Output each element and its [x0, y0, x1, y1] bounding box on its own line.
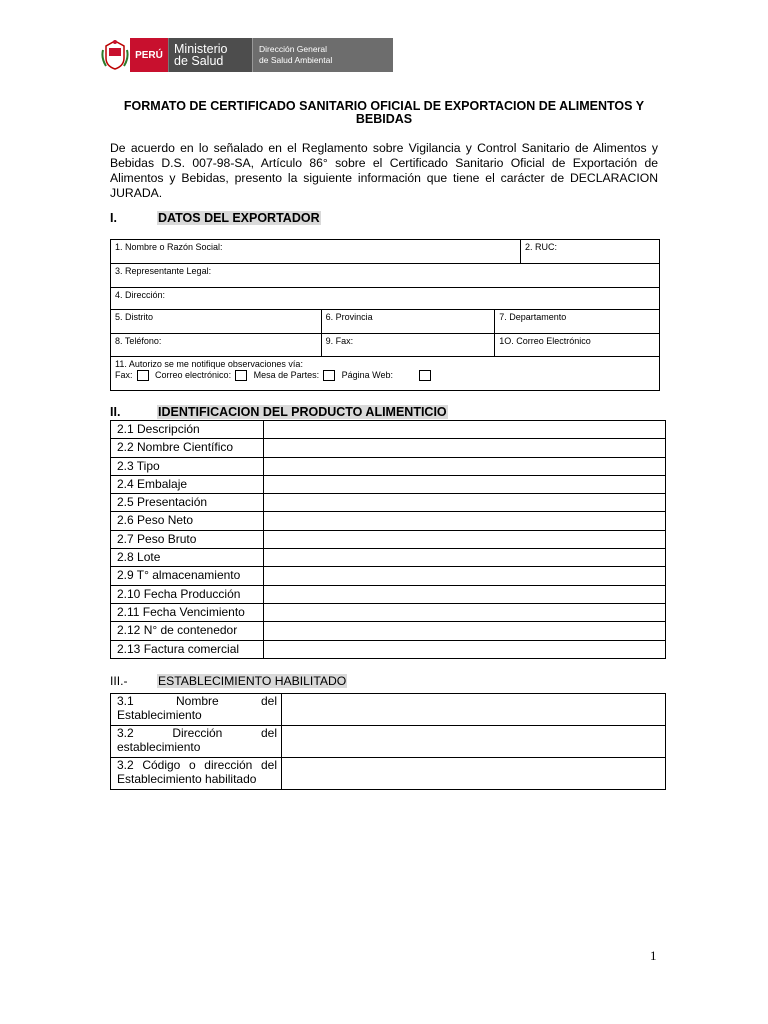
product-field-label: 2.13 Factura comercial: [111, 640, 264, 658]
establecimiento-nombre-label: 3.1 Nombre del Establecimiento: [111, 694, 282, 726]
fax-field[interactable]: 9. Fax:: [321, 334, 495, 357]
peru-label: PERÚ: [130, 38, 168, 72]
table-row: [111, 640, 666, 658]
table-row: [111, 567, 666, 585]
product-field-label: 2.7 Peso Bruto: [111, 530, 264, 548]
product-field-label: 2.11 Fecha Vencimiento: [111, 603, 264, 621]
product-field-value[interactable]: [264, 475, 666, 493]
section3-heading: III.- ESTABLECIMIENTO HABILITADO: [110, 674, 347, 688]
establecimiento-codigo-label: 3.2 Código o dirección del Establecimiento habilitado: [111, 758, 282, 790]
product-field-value[interactable]: [264, 622, 666, 640]
establecimiento-codigo-value[interactable]: [282, 758, 666, 790]
table-row: [111, 530, 666, 548]
ministerio-label: Ministerio de Salud: [168, 38, 252, 72]
product-field-value[interactable]: [264, 549, 666, 567]
product-field-value[interactable]: [264, 585, 666, 603]
web-checkbox[interactable]: [419, 370, 431, 381]
document-title: FORMATO DE CERTIFICADO SANITARIO OFICIAL DE EXPORTACION DE ALIMENTOS Y BEBIDAS: [123, 99, 645, 126]
table-row: [111, 512, 666, 530]
product-field-value[interactable]: [264, 640, 666, 658]
producto-table: [110, 420, 666, 659]
exportador-table: [110, 239, 660, 310]
product-field-value[interactable]: [264, 439, 666, 457]
section1-heading: I. DATOS DEL EXPORTADOR: [110, 211, 320, 225]
product-field-label: 2.2 Nombre Científico: [111, 439, 264, 457]
product-field-value[interactable]: [264, 512, 666, 530]
table-row: [111, 585, 666, 603]
product-field-label: 2.5 Presentación: [111, 494, 264, 512]
departamento-field[interactable]: 7. Departamento: [495, 310, 660, 334]
establecimiento-direccion-label: 3.2 Dirección del establecimiento: [111, 726, 282, 758]
page-number: 1: [650, 948, 657, 963]
intro-paragraph: De acuerdo en lo señalado en el Reglamento sobre Vigilancia y Control Sanitario de Alimentos y Bebidas D.S. 007-98-SA, Artículo 86° sobre el Certificado Sanitario Oficial de Exportación de Alimentos y Bebidas, presento la siguiente información que tiene el carácter de DECLARACION JURADA.: [110, 141, 658, 200]
table-row: [111, 622, 666, 640]
product-field-value[interactable]: [264, 494, 666, 512]
product-field-label: 2.3 Tipo: [111, 457, 264, 475]
table-row: [111, 603, 666, 621]
product-field-label: 2.1 Descripción: [111, 421, 264, 439]
direccion-label: Dirección General de Salud Ambiental: [252, 38, 393, 72]
product-field-label: 2.9 T° almacenamiento: [111, 567, 264, 585]
distrito-field[interactable]: 5. Distrito: [111, 310, 322, 334]
ruc-field[interactable]: 2. RUC:: [521, 240, 660, 264]
header-logo: [100, 38, 393, 72]
ubicacion-table: [110, 309, 660, 391]
telefono-field[interactable]: 8. Teléfono:: [111, 334, 322, 357]
provincia-field[interactable]: 6. Provincia: [321, 310, 495, 334]
product-field-label: 2.10 Fecha Producción: [111, 585, 264, 603]
table-row: [111, 439, 666, 457]
direccion-field[interactable]: 4. Dirección:: [111, 288, 660, 310]
fax-checkbox[interactable]: [137, 370, 149, 381]
nombre-field[interactable]: 1. Nombre o Razón Social:: [111, 240, 521, 264]
product-field-value[interactable]: [264, 421, 666, 439]
product-field-label: 2.8 Lote: [111, 549, 264, 567]
product-field-value[interactable]: [264, 603, 666, 621]
product-field-value[interactable]: [264, 530, 666, 548]
table-row: [111, 457, 666, 475]
notificacion-field: 11. Autorizo se me notifique observaciones vía: Fax: Correo electrónico: Mesa de Partes: Página Web:: [111, 357, 660, 391]
establecimiento-nombre-value[interactable]: [282, 694, 666, 726]
table-row: [111, 494, 666, 512]
establecimiento-direccion-value[interactable]: [282, 726, 666, 758]
table-row: [111, 421, 666, 439]
product-field-label: 2.12 N° de contenedor: [111, 622, 264, 640]
product-field-label: 2.6 Peso Neto: [111, 512, 264, 530]
representante-field[interactable]: 3. Representante Legal:: [111, 264, 660, 288]
product-field-value[interactable]: [264, 567, 666, 585]
establecimiento-table: [110, 693, 666, 790]
mesa-checkbox[interactable]: [323, 370, 335, 381]
table-row: [111, 475, 666, 493]
product-field-value[interactable]: [264, 457, 666, 475]
table-row: [111, 549, 666, 567]
correo-field[interactable]: 1O. Correo Electrónico: [495, 334, 660, 357]
section2-heading: II. IDENTIFICACION DEL PRODUCTO ALIMENTICIO: [110, 405, 447, 419]
correo-checkbox[interactable]: [235, 370, 247, 381]
product-field-label: 2.4 Embalaje: [111, 475, 264, 493]
coat-of-arms-icon: [100, 38, 130, 72]
